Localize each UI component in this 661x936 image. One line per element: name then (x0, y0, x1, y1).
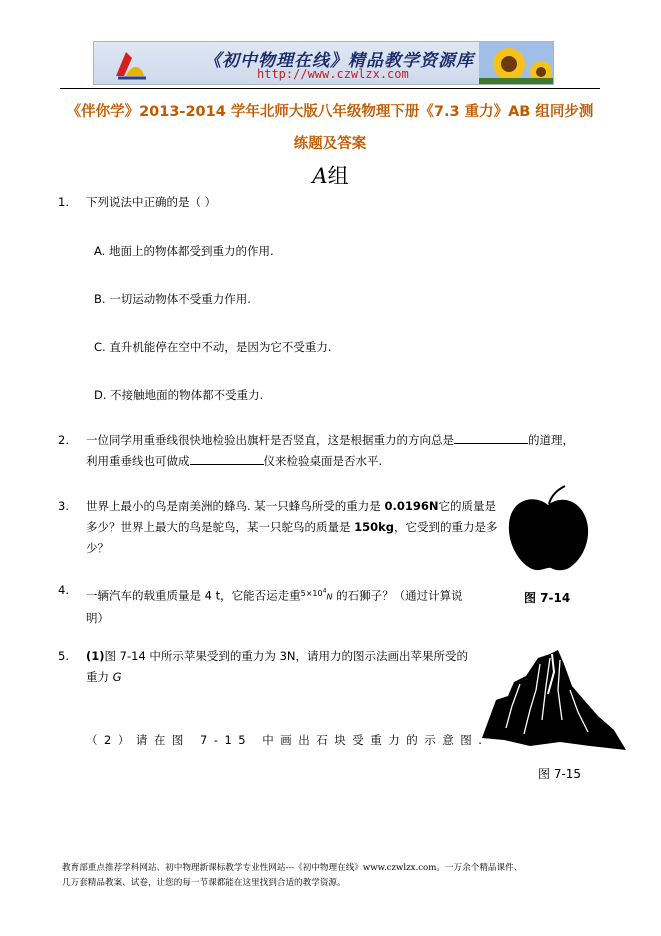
document-title-line1: 《伴你学》2013-2014 学年北师大版八年级物理下册《7.3 重力》AB 组同步测 (66, 104, 594, 120)
apple-figure (505, 484, 591, 574)
section-label: 组 (327, 164, 349, 188)
footer-line2: 几万套精品教案、试卷，让您的每一节课都能在这里找到合适的教学资源。 (62, 878, 346, 888)
question-text: 利用重垂线也可做成 (86, 454, 190, 468)
question-text: 的道理， (528, 433, 574, 447)
document-title (60, 96, 600, 160)
question-text: 世界上最小的鸟是南美洲的蜂鸟. 某一只蜂鸟所受的重力是 (86, 499, 385, 513)
question-2 (58, 430, 586, 472)
footer-line1: 教育部重点推荐学科网站、初中物理新课标教学专业性网站---《初中物理在线》www.czwlzx.com。一万余个精品课件、 (62, 863, 523, 873)
question-number: 4. (58, 583, 69, 597)
header-banner[interactable] (93, 41, 554, 85)
question-text: 少？ (86, 541, 109, 555)
question-text: 明） (86, 610, 109, 625)
value-force-exp: 4 (322, 587, 327, 594)
site-logo-icon (112, 48, 148, 80)
question-1 (58, 192, 217, 213)
sunflower-icon (479, 42, 553, 84)
option-c: C. 直升机能停在空中不动，是因为它不受重力. (94, 340, 332, 354)
question-text: 图 7-14 中所示苹果受到的重力为 3N，请用力的图示法画出苹果所受的 (104, 649, 468, 663)
question-text: 的石狮子？（通过计算说 (332, 588, 463, 603)
value-force-base: 5×10 (300, 588, 323, 598)
figure-7-14-label: 图 7-14 (524, 591, 571, 605)
banner-url[interactable]: http://www.czwlzx.com (257, 67, 409, 81)
part-label: (1) (86, 649, 105, 663)
option-a: A. 地面上的物体都受到重力的作用. (94, 244, 274, 258)
question-text: 重力 (86, 670, 113, 684)
question-number: 3. (58, 499, 69, 513)
question-number: 1. (58, 195, 69, 209)
answer-blank[interactable] (454, 431, 528, 444)
banner-title: 《初中物理在线》精品教学资源库 (204, 51, 474, 71)
question-text: 多少？世界上最大的鸟是鸵鸟，某一只鸵鸟的质量是 (86, 520, 355, 534)
value-weight: 0.0196N (384, 499, 439, 513)
question-text: 下列说法中正确的是（ ） (86, 195, 217, 209)
question-number: 2. (58, 433, 69, 447)
value-force (301, 589, 327, 598)
question-5-part-2: （2）请在图 7-15 中画出石块受重力的示意图. (86, 733, 489, 747)
question-text: ，它受到的重力是多 (394, 520, 498, 534)
section-heading (0, 160, 661, 190)
page-footer (62, 861, 622, 891)
question-number: 5. (58, 649, 69, 663)
figure-7-15-label: 图 7-15 (538, 767, 582, 781)
header-divider (60, 88, 600, 89)
question-5 (58, 646, 486, 688)
question-4 (58, 580, 496, 629)
document-title-line2: 练题及答案 (293, 136, 367, 152)
question-text: 一辆汽车的载重质量是 4 t，它能否运走重 (86, 588, 301, 603)
answer-blank[interactable] (190, 452, 264, 465)
variable-g: G (112, 670, 122, 684)
value-unit: N (326, 592, 333, 602)
option-d: D. 不接触地面的物体都不受重力. (94, 388, 264, 402)
question-text: 仪来检验桌面是否水平. (263, 454, 383, 468)
option-b: B. 一切运动物体不受重力作用. (94, 292, 251, 306)
question-text: 它的质量是 (438, 499, 496, 513)
section-letter: A (312, 164, 328, 188)
question-text: 一位同学用重垂线很快地检验出旗杆是否竖直，这是根据重力的方向总是 (86, 433, 454, 447)
question-3 (58, 496, 506, 559)
rock-figure (480, 650, 628, 754)
value-mass: 150kg (354, 520, 395, 534)
